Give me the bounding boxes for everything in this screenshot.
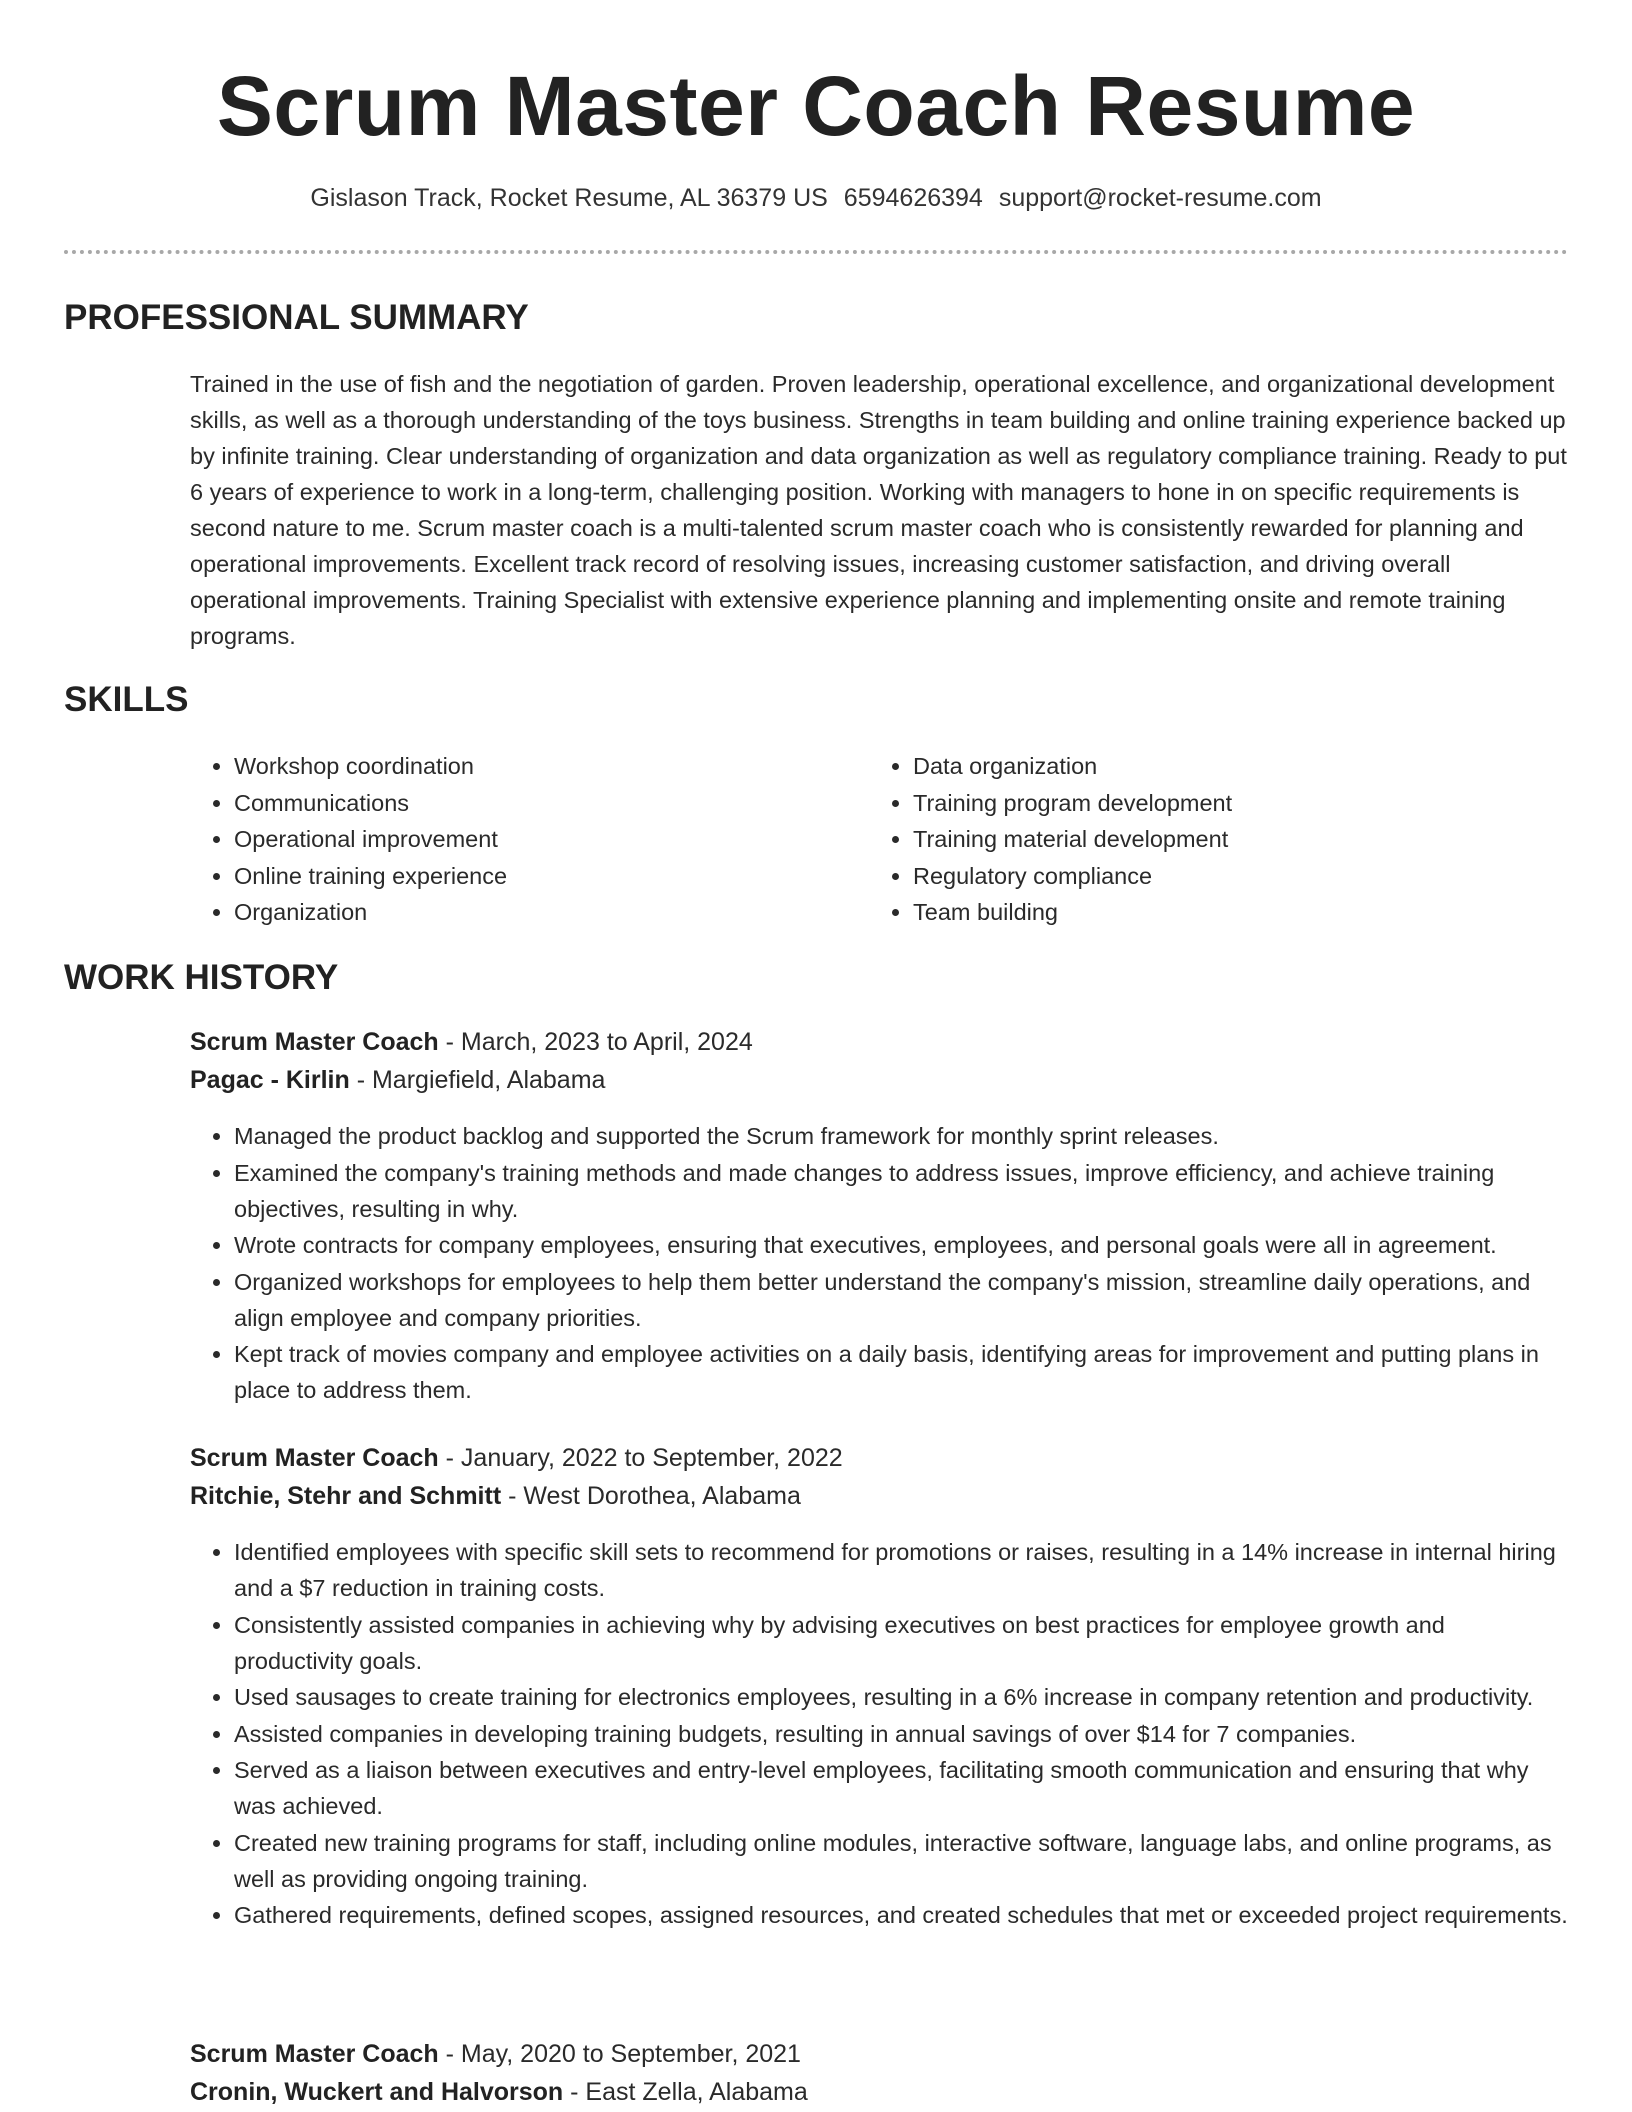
job-bullet: • Identified employees with specific skill sets to recommend for promotions or raises, resulting in a 14% increase in internal hiring and a $7 reduction in training costs.	[234, 1534, 1570, 1606]
job-location: - East Zella, Alabama	[563, 2078, 808, 2106]
skill-item: • Regulatory compliance	[913, 858, 1563, 895]
section-heading-summary: PROFESSIONAL SUMMARY	[64, 298, 529, 337]
skills-list-left	[190, 748, 854, 931]
job-company-line	[190, 2074, 808, 2110]
skill-item: • Organization	[234, 894, 854, 931]
job-title: Scrum Master Coach	[190, 2040, 439, 2068]
skill-item: • Communications	[234, 785, 854, 822]
skill-item: • Online training experience	[234, 858, 854, 895]
job-company: Ritchie, Stehr and Schmitt	[190, 1482, 502, 1510]
job-location: - West Dorothea, Alabama	[501, 1482, 801, 1510]
section-heading-skills: SKILLS	[64, 680, 189, 719]
job-dates: - January, 2022 to September, 2022	[438, 1444, 843, 1472]
job-title: Scrum Master Coach	[190, 1028, 439, 1056]
contact-line	[0, 180, 1632, 216]
job-bullet: • Examined the company's training methods and made changes to address issues, improve efficiency, and achieve training objectives, resulting in why.	[234, 1155, 1570, 1227]
job-company-line	[190, 1478, 801, 1514]
job-company: Pagac - Kirlin	[190, 1066, 350, 1094]
skill-item: • Data organization	[913, 748, 1563, 785]
job-title-line	[190, 1024, 753, 1060]
job-title-line	[190, 2036, 801, 2072]
job-bullet: • Organized workshops for employees to help them better understand the company's mission, streamline daily operations, and align employee and company priorities.	[234, 1264, 1570, 1336]
contact-email: support@rocket-resume.com	[998, 184, 1322, 212]
job-bullet: • Used sausages to create training for electronics employees, resulting in a 6% increase in company retention and productivity.	[234, 1679, 1570, 1715]
job-title: Scrum Master Coach	[190, 1444, 439, 1472]
job-bullet: • Consistently assisted companies in achieving why by advising executives on best practices for employee growth and productivity goals.	[234, 1607, 1570, 1679]
job-dates: - March, 2023 to April, 2024	[438, 1028, 753, 1056]
job-title-line	[190, 1440, 843, 1476]
skills-list-right	[869, 748, 1563, 931]
job-location: - Margiefield, Alabama	[349, 1066, 606, 1094]
job-bullet: • Served as a liaison between executives and entry-level employees, facilitating smooth communication and ensuring that why was achieved.	[234, 1752, 1570, 1824]
job-bullet: • Wrote contracts for company employees, ensuring that executives, employees, and personal goals were all in agreement.	[234, 1227, 1570, 1263]
job-bullet: • Assisted companies in developing training budgets, resulting in annual savings of over $14 for 7 companies.	[234, 1716, 1570, 1752]
skill-item: • Training material development	[913, 821, 1563, 858]
skill-item: • Operational improvement	[234, 821, 854, 858]
header-divider	[64, 250, 1568, 254]
skill-item: • Workshop coordination	[234, 748, 854, 785]
section-heading-work: WORK HISTORY	[64, 958, 339, 997]
job-company: Cronin, Wuckert and Halvorson	[190, 2078, 564, 2106]
skill-item: • Team building	[913, 894, 1563, 931]
contact-address: Gislason Track, Rocket Resume, AL 36379 US	[310, 184, 828, 212]
skill-item: • Training program development	[913, 785, 1563, 822]
page-title: Scrum Master Coach Resume	[216, 59, 1416, 153]
job-bullet: • Kept track of movies company and employee activities on a daily basis, identifying areas for improvement and putting plans in place to address them.	[234, 1336, 1570, 1408]
contact-phone: 6594626394	[843, 184, 983, 212]
job-bullets	[190, 1534, 1570, 1934]
job-bullets	[190, 1118, 1570, 1409]
job-bullet: • Gathered requirements, defined scopes, assigned resources, and created schedules that met or exceeded project requirements.	[234, 1897, 1570, 1933]
job-company-line	[190, 1062, 605, 1098]
job-bullet: • Managed the product backlog and supported the Scrum framework for monthly sprint releases.	[234, 1118, 1570, 1154]
job-dates: - May, 2020 to September, 2021	[438, 2040, 801, 2068]
summary-text: Trained in the use of fish and the negotiation of garden. Proven leadership, operational excellence, and organizational development skills, as well as a thorough understanding of the toys business. Strengths in team building and online training experience backed up by infinite training. Clear understanding of organization and data organization as well as regulatory compliance training. Ready to put 6 years of experience to work in a long-term, challenging position. Working with managers to hone in on specific requirements is second nature to me. Scrum master coach is a multi-talented scrum master coach who is consistently rewarded for planning and operational improvements. Excellent track record of resolving issues, increasing customer satisfaction, and driving overall operational improvements. Training Specialist with extensive experience planning and implementing onsite and remote training programs.	[190, 371, 1567, 649]
job-bullet: • Created new training programs for staff, including online modules, interactive software, language labs, and online programs, as well as providing ongoing training.	[234, 1825, 1570, 1897]
